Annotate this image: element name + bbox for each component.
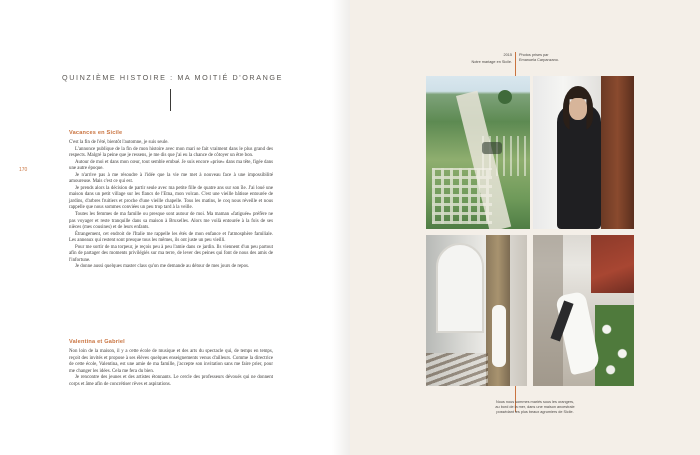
paragraph: Je n'arrive pas à me résoudre à l'idée que la vie me met à nouveau face à une impossibilité amoureuse. Mais c'est ce qui est.: [69, 172, 273, 185]
section-heading-vacances: Vacances en Sicile: [69, 130, 123, 136]
paragraph: Pour me sortir de ma torpeur, je reçois peu à peu l'amie dans ce jardin. Ils viennent d'un peu partout afin de partager des moments privilégiés sur ma terre, de lever des peines qui font de nous des amis de l'infortune.: [69, 244, 273, 263]
caption-rule-top: [515, 52, 516, 76]
caption-line: Nous nous sommes mariés sous les orangers,: [495, 400, 575, 404]
photo-couple-garden: [533, 235, 634, 386]
caption-line: Photos prises par: [519, 53, 549, 57]
photo-wedding-garden-aerial: [426, 76, 530, 229]
chapter-title: QUINZIÈME HISTOIRE : MA MOITIÉ D'ORANGE: [62, 73, 283, 82]
paragraph: Étrangement, cet endroit de l'Italie me rappelle les étés de mon enfance et l'atmosphère familiale. Les anneaux qui restent sont presque tous les mêmes, ils ont juste un peu vieilli.: [69, 231, 273, 244]
caption-wedding: Notre mariage en Sicile.: [471, 60, 512, 64]
page-number: 170: [19, 167, 28, 173]
photo-bride-doorway: [426, 235, 527, 386]
caption-year: 2015: [503, 53, 512, 57]
caption-line: possédant les plus beaux agrumiers de Sicile.: [496, 410, 574, 415]
section-text-vacances: [69, 140, 273, 271]
section-heading-valentina: Valentina et Gabriel: [69, 339, 125, 345]
paragraph: Je donne aussi quelques master class qu'on me demande au détour de mes jours de repos.: [75, 264, 250, 270]
paragraph: Je rencontre des jeunes et des artistes étonnants. Le cercle des professeurs dévoués qui ne donnent corps et âme afin de concrétiser rêves et aspirations.: [69, 375, 273, 387]
paragraph: L'annonce publique de la fin de mon histoire avec mon mari se fait vraiment dans le plus grand des respects. Malgré la peine que je ressens, je me dis que j'ai eu la chance de côtoyer un être bon.: [69, 146, 273, 159]
paragraph: C'est la fin de l'été, bientôt l'automne, je suis seule.: [69, 140, 169, 145]
section-text-valentina: [69, 349, 273, 388]
paragraph: Toutes les femmes de ma famille ou presque sont autour de moi. Ma maman «fatiguée» préfère ne pas voyager et reste tranquille dans sa maison à Bruxelles. Alors me voilà entourée à la fois de ses nièces (mes cousines) et de leurs enfants.: [69, 212, 273, 231]
photo-groom-portrait: [533, 76, 634, 229]
paragraph: Je prends alors la décision de partir seule avec ma petite fille de quatre ans sur son île. J'ai loué une maison dans un petit village sur les flancs de l'Etna, mon volcan. C'est une vieille bâtisse entourée de jardins, d'arbres fruitiers et proche d'une vieille chapelle. Tous les matins, le coq nous réveille et nous rappelle que nous sommes conviées un peu trop tard à la veille.: [69, 185, 273, 211]
caption-orange-trees: [440, 400, 630, 416]
gutter-shadow: [332, 0, 350, 455]
paragraph: Autour de moi et dans mon cœur, tout semble embué. Je suis encore «prise» dans ma tête, figée dans une autre époque.: [69, 159, 273, 172]
caption-photo-credit: [519, 53, 589, 63]
paragraph: Non loin de la maison, il y a cette école de musique et des arts du spectacle qui, de temps en temps, reçoit des invités et propose à ses élèves quelques enseignements venus d'ailleurs. Comme la directrice de cette école, Valentina, est une amie de ma famille, j'accepte son invitation sans me faire prier, pour me changer les idées. Cela me fera du bien.: [69, 349, 273, 374]
caption-line: Emanuela Carpanzano.: [519, 58, 559, 62]
caption-line: au bord de la mer, dans une maison ancestrale: [495, 405, 575, 410]
title-rule: [170, 89, 171, 111]
